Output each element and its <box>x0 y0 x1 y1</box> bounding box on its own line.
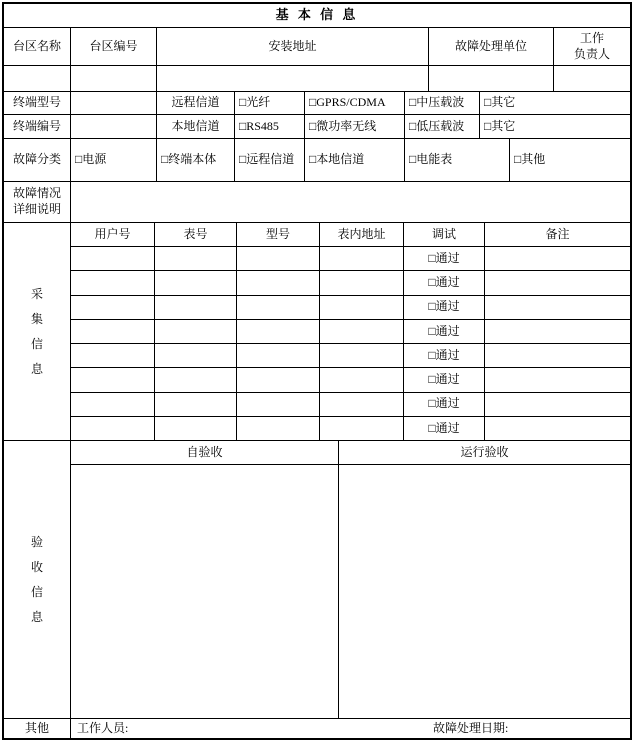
form-title: 基 本 信 息 <box>4 4 630 28</box>
fault-category-label: 故障分类 <box>4 139 71 182</box>
model-input[interactable] <box>237 296 320 320</box>
table-row <box>71 247 630 271</box>
fault-unit-label: 故障处理单位 <box>429 28 554 66</box>
fault-description-row <box>4 182 630 223</box>
acceptance-table <box>71 441 630 719</box>
fault-option-remote-channel-checkbox[interactable]: □远程信道 <box>235 139 305 182</box>
meter-no-input[interactable] <box>155 247 237 271</box>
debug-pass-checkbox[interactable]: □通过 <box>404 368 485 392</box>
model-input[interactable] <box>237 320 320 344</box>
user-no-input[interactable] <box>71 247 155 271</box>
user-no-input[interactable] <box>71 271 155 295</box>
debug-pass-checkbox[interactable]: □通过 <box>404 417 485 441</box>
meter-no-input[interactable] <box>155 393 237 417</box>
acceptance-section-label <box>4 441 71 719</box>
debug-pass-checkbox[interactable]: □通过 <box>404 247 485 271</box>
terminal-model-label: 终端型号 <box>4 92 71 115</box>
local-option-lv-carrier-checkbox[interactable]: □低压载波 <box>405 115 480 139</box>
work-manager-label <box>554 28 630 66</box>
self-acceptance-input[interactable] <box>71 465 339 719</box>
terminal-number-row <box>4 115 630 139</box>
fault-unit-input[interactable] <box>429 66 554 92</box>
collection-section-label-text: 采集信息 <box>30 286 43 376</box>
local-option-rs485-checkbox[interactable]: □RS485 <box>235 115 305 139</box>
run-acceptance-input[interactable] <box>339 465 630 719</box>
meter-no-input[interactable] <box>155 344 237 368</box>
table-row <box>71 271 630 295</box>
local-channel-label: 本地信道 <box>157 115 235 139</box>
collection-header-row <box>71 223 630 247</box>
terminal-model-row <box>4 92 630 115</box>
fault-description-label-line1: 故障情况 <box>12 186 61 201</box>
acceptance-section-label-text: 验收信息 <box>30 534 43 624</box>
remark-input[interactable] <box>485 320 630 344</box>
fault-date-label: 故障处理日期: <box>433 720 509 735</box>
fault-option-terminal-body-checkbox[interactable]: □终端本体 <box>157 139 235 182</box>
col-remark-header: 备注 <box>485 223 630 247</box>
model-input[interactable] <box>237 271 320 295</box>
col-user-no-header: 用户号 <box>71 223 155 247</box>
remote-channel-label: 远程信道 <box>157 92 235 115</box>
station-name-input[interactable] <box>4 66 71 92</box>
meter-address-input[interactable] <box>320 368 404 392</box>
meter-address-input[interactable] <box>320 320 404 344</box>
work-manager-label-line1: 工作 <box>579 30 604 45</box>
debug-pass-checkbox[interactable]: □通过 <box>404 271 485 295</box>
table-row <box>71 368 630 392</box>
meter-address-input[interactable] <box>320 271 404 295</box>
user-no-input[interactable] <box>71 368 155 392</box>
fault-description-input[interactable] <box>71 182 630 223</box>
fault-option-energy-meter-checkbox[interactable]: □电能表 <box>405 139 510 182</box>
collection-section <box>4 223 630 441</box>
work-manager-input[interactable] <box>554 66 630 92</box>
model-input[interactable] <box>237 344 320 368</box>
install-address-input[interactable] <box>157 66 429 92</box>
other-content-cell[interactable] <box>71 719 630 738</box>
station-name-label: 台区名称 <box>4 28 71 66</box>
meter-address-input[interactable] <box>320 296 404 320</box>
fault-option-local-channel-checkbox[interactable]: □本地信道 <box>305 139 405 182</box>
meter-address-input[interactable] <box>320 344 404 368</box>
basic-header-row <box>4 28 630 66</box>
install-address-label: 安装地址 <box>157 28 429 66</box>
table-row <box>71 344 630 368</box>
remark-input[interactable] <box>485 393 630 417</box>
acceptance-header-row <box>71 441 630 465</box>
remote-option-other-checkbox[interactable]: □其它 <box>480 92 630 115</box>
remote-option-mv-carrier-checkbox[interactable]: □中压载波 <box>405 92 480 115</box>
col-meter-no-header: 表号 <box>155 223 237 247</box>
debug-pass-checkbox[interactable]: □通过 <box>404 344 485 368</box>
local-option-micropower-checkbox[interactable]: □微功率无线 <box>305 115 405 139</box>
remote-option-gprs-cdma-checkbox[interactable]: □GPRS/CDMA <box>305 92 405 115</box>
self-acceptance-header: 自验收 <box>71 441 339 465</box>
col-debug-header: 调试 <box>404 223 485 247</box>
fault-option-power-checkbox[interactable]: □电源 <box>71 139 157 182</box>
acceptance-body-row <box>71 465 630 719</box>
remark-input[interactable] <box>485 296 630 320</box>
remark-input[interactable] <box>485 344 630 368</box>
basic-input-row <box>4 66 630 92</box>
model-input[interactable] <box>237 368 320 392</box>
table-row <box>71 296 630 320</box>
collection-table <box>71 223 630 441</box>
terminal-number-input[interactable] <box>71 115 157 139</box>
meter-address-input[interactable] <box>320 417 404 441</box>
fault-record-form <box>2 2 632 740</box>
debug-pass-checkbox[interactable]: □通过 <box>404 320 485 344</box>
staff-label: 工作人员: <box>77 720 129 735</box>
fault-option-other-checkbox[interactable]: □其他 <box>510 139 630 182</box>
debug-pass-checkbox[interactable]: □通过 <box>404 393 485 417</box>
remark-input[interactable] <box>485 271 630 295</box>
model-input[interactable] <box>237 247 320 271</box>
user-no-input[interactable] <box>71 320 155 344</box>
remark-input[interactable] <box>485 247 630 271</box>
station-no-label: 台区编号 <box>71 28 157 66</box>
user-no-input[interactable] <box>71 296 155 320</box>
table-row <box>71 393 630 417</box>
fault-description-label <box>4 182 71 223</box>
acceptance-section <box>4 441 630 719</box>
collection-section-label <box>4 223 71 441</box>
meter-no-input[interactable] <box>155 368 237 392</box>
meter-address-input[interactable] <box>320 247 404 271</box>
local-option-other-checkbox[interactable]: □其它 <box>480 115 630 139</box>
user-no-input[interactable] <box>71 393 155 417</box>
remark-input[interactable] <box>485 417 630 441</box>
run-acceptance-header: 运行验收 <box>339 441 630 465</box>
col-meter-address-header: 表内地址 <box>320 223 404 247</box>
meter-no-input[interactable] <box>155 271 237 295</box>
meter-no-input[interactable] <box>155 417 237 441</box>
model-input[interactable] <box>237 417 320 441</box>
remote-option-fiber-checkbox[interactable]: □光纤 <box>235 92 305 115</box>
terminal-number-label: 终端编号 <box>4 115 71 139</box>
debug-pass-checkbox[interactable]: □通过 <box>404 296 485 320</box>
table-row <box>71 320 630 344</box>
col-model-header: 型号 <box>237 223 320 247</box>
fault-category-row <box>4 139 630 182</box>
user-no-input[interactable] <box>71 344 155 368</box>
fault-description-label-line2: 详细说明 <box>12 202 61 216</box>
table-row <box>71 417 630 441</box>
model-input[interactable] <box>237 393 320 417</box>
meter-no-input[interactable] <box>155 296 237 320</box>
remark-input[interactable] <box>485 368 630 392</box>
meter-address-input[interactable] <box>320 393 404 417</box>
other-label: 其他 <box>4 719 71 738</box>
work-manager-label-line2: 负责人 <box>573 46 610 61</box>
terminal-model-input[interactable] <box>71 92 157 115</box>
station-no-input[interactable] <box>71 66 157 92</box>
user-no-input[interactable] <box>71 417 155 441</box>
meter-no-input[interactable] <box>155 320 237 344</box>
title-row <box>4 4 630 28</box>
other-row <box>4 719 630 738</box>
